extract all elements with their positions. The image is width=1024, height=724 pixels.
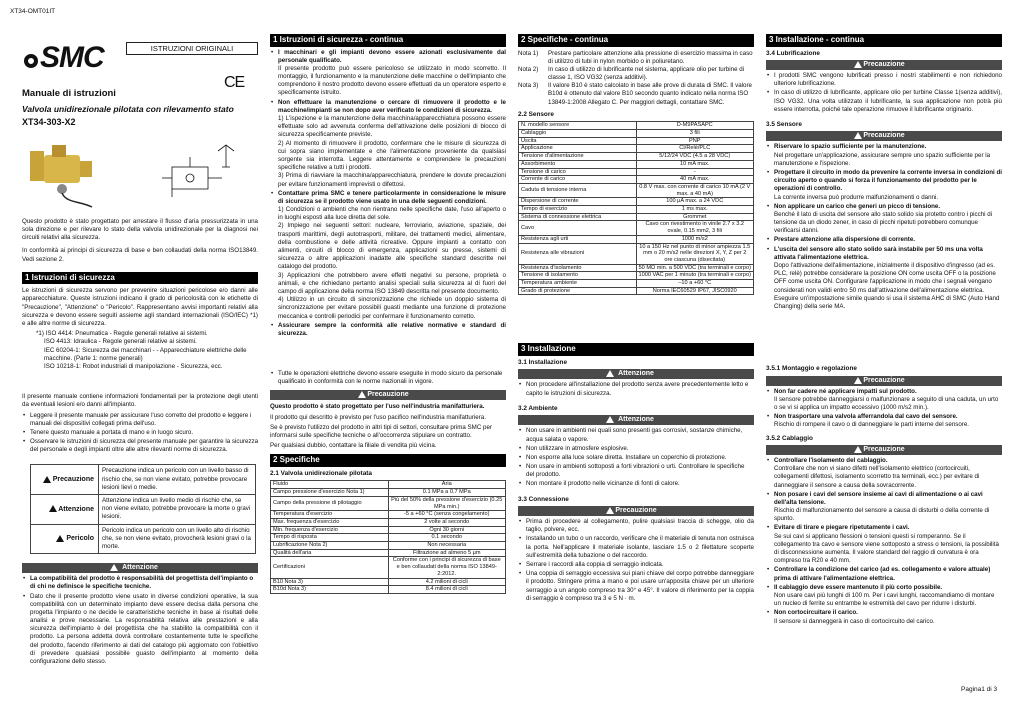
spec-value: 0.1 MPa a 0.7 MPa bbox=[388, 489, 506, 497]
table-row bbox=[519, 198, 754, 206]
table-row bbox=[31, 524, 256, 554]
spec-value: –10 a +60 °C bbox=[636, 280, 754, 288]
table-row bbox=[271, 489, 506, 497]
caution-text: Se è previsto l'utilizzo del prodotto in altri tipi di settori, consultare prima SMC per informarsi sulle specifiche tecniche o all'occorrenza stipulare un contratto. bbox=[270, 423, 492, 440]
sensor-spec-table bbox=[518, 121, 754, 295]
valve-spec-table bbox=[270, 480, 506, 594]
spec-label: Uscita bbox=[519, 137, 637, 145]
spec-label: Max. frequenza d'esercizio bbox=[271, 518, 389, 526]
spec-label: B10d Nota 3) bbox=[271, 586, 389, 594]
attention-banner: Attenzione bbox=[518, 369, 754, 379]
spec-value: 10 mA max. bbox=[636, 160, 754, 168]
section-2-heading: 2 Specifiche bbox=[270, 454, 506, 467]
table-row bbox=[31, 495, 256, 525]
section-2-continued-heading: 2 Specifiche - continua bbox=[518, 34, 754, 47]
warning-icon bbox=[358, 391, 366, 398]
list-item: • Evitare di tirare e piegare ripetutamente i cavi. Se sui cavi si applicano flessioni o tensioni questi si romperanno. Se il collegamento tra cavo e sensore viene sottoposto a stress o tensioni, la possibilità di disconnessione aumenta. Il valore standard del raggio di curvatura è ora compreso tra R20 e 40 mm. bbox=[766, 524, 1002, 565]
spec-label: Resistenza d'isolamento bbox=[519, 264, 637, 272]
list-item: • Non utilizzare in atmosfere esplosive. bbox=[518, 445, 754, 453]
product-illustration bbox=[22, 131, 258, 213]
notes-table bbox=[518, 50, 754, 107]
spec-value: Cavo con rivestimento in vinile 2.7 x 3.2 ovale, 0.15 mm2, 3 fili bbox=[636, 221, 754, 235]
caution-heading: Questo prodotto è stato progettato per l'uso nell'industria manifatturiera. bbox=[270, 403, 485, 411]
list-item: • Prestare attenzione alla dispersione di corrente. bbox=[766, 236, 1002, 244]
warning-icon bbox=[854, 446, 862, 453]
original-instructions-box: ISTRUZIONI ORIGINALI bbox=[126, 42, 258, 55]
lubrication-list bbox=[766, 72, 1002, 114]
warning-icon bbox=[43, 476, 51, 483]
warning-icon bbox=[56, 535, 64, 542]
caution-banner: Precauzione bbox=[518, 506, 754, 516]
product-subtitle: Valvola unidirezionale pilotata con rilevamento stato bbox=[22, 103, 234, 114]
electrical-list bbox=[270, 370, 506, 386]
table-row bbox=[519, 206, 754, 214]
manual-bullets bbox=[22, 412, 258, 455]
list-item: • Tutte le operazioni elettriche devono essere eseguite in modo sicuro da personale qualificato in conformità con le norme nazionali in vigore. bbox=[270, 370, 506, 386]
list-item: • Non procedere all'installazione del prodotto senza avere precedentemente letto e capito le istruzioni di sicurezza. bbox=[518, 381, 754, 397]
spec-value: -5 a +60 °C (senza congelamento) bbox=[388, 511, 506, 519]
table-row bbox=[519, 213, 754, 221]
column-1 bbox=[22, 34, 258, 674]
list-item: • Non applicare un carico che generi un picco di tensione. Benché il lato di uscita del sensore allo stato solido sia protetto contro i picchi di tensione da un diodo zener, in caso di picchi ripetuti potrebbero comunque verificarsi danni. bbox=[766, 203, 1002, 236]
list-item: • Progettare il circuito in modo da prevenire la corrente inversa in condizioni di circuito aperto o quando si forza il funzionamento del prodotto per le operazioni di controllo. La corrente inversa può produrre malfunzionamenti o danni. bbox=[766, 169, 1002, 202]
spec-label: Temperatura ambiente bbox=[519, 280, 637, 288]
caution-banner: Precauzione bbox=[270, 390, 506, 400]
spec-label: Fluido bbox=[271, 481, 389, 489]
doc-code: XT34-OMT01IT bbox=[10, 8, 56, 15]
table-row bbox=[271, 496, 506, 510]
spec-value: 2 volte al secondo bbox=[388, 518, 506, 526]
table-row bbox=[519, 153, 754, 161]
table-row bbox=[519, 145, 754, 153]
table-row bbox=[519, 243, 754, 264]
intro-text-1: Questo prodotto è stato progettato per arrestare il flusso d'aria pressurizzata in una sola direzione e per rilevare lo stato della valvola unidirezionale per la diagnosi nei circuiti relativi alla sicurezza. bbox=[22, 217, 258, 242]
safety-list bbox=[270, 49, 506, 339]
sensor-caution-list bbox=[766, 143, 1002, 311]
table-row bbox=[519, 235, 754, 243]
table-row: Nota 2) In caso di utilizzo di lubrificante nel sistema, applicare olio per turbine di classe 1, ISO VG32 (senza additivi). bbox=[518, 65, 745, 82]
spec-label: Cavo bbox=[519, 221, 637, 235]
list-item: • Assicurare sempre la conformità alle relative normative e standard di sicurezza. bbox=[270, 322, 506, 338]
list-item: • Riservare lo spazio sufficiente per la manutenzione. Nel progettare un'applicazione, assicurare sempre uno spazio sufficiente per la manutenzione e l'ispezione. bbox=[766, 143, 1002, 168]
table-row bbox=[519, 168, 754, 176]
spec-label: Sistema di connessione elettrica bbox=[519, 213, 637, 221]
table-row bbox=[519, 280, 754, 288]
list-item: • Il cablaggio deve essere mantenuto il più corto possibile. Non usare cavi più lunghi di 100 m. Per i cavi lunghi, raccomandiamo di montare un nucleo di ferrite su entrambe le estremità del cavo per ridurre i disturbi. bbox=[766, 584, 1002, 609]
standard-ref: ISO 4413: Idraulica - Regole generali relative ai sistemi. bbox=[44, 338, 197, 346]
section-1-intro: Le istruzioni di sicurezza servono per prevenire situazioni pericolose e/o danni alle apparecchiature. Queste istruzioni indicano il grado di pericolosità con le etichette di "Precauzione", "Attenzione" o "Pericolo". Rappresentano avvisi importanti relativi alla sicurezza e devono essere seguiti assieme agli standard internazionali (ISO/IEC) *1) e alle altre norme di sicurezza. bbox=[22, 287, 258, 328]
spec-label: Applicazione bbox=[519, 145, 637, 153]
spec-label: Tempo di risposta bbox=[271, 534, 389, 542]
section-3-2-heading: 3.2 Ambiente bbox=[518, 404, 558, 412]
spec-value: 8.4 milioni di cicli bbox=[388, 586, 506, 594]
list-item: • Serrare i raccordi alla coppia di serraggio indicata. bbox=[518, 561, 754, 569]
warning-icon bbox=[854, 132, 862, 139]
table-row bbox=[519, 160, 754, 168]
caution-text: Il prodotto qui descritto è previsto per l'uso pacifico nell'industria manifatturiera. bbox=[270, 413, 486, 421]
spec-value: 50 MΩ min. a 500 VDC (tra terminali e corpo) bbox=[636, 264, 754, 272]
spec-label: Lubrificazione Nota 2) bbox=[271, 542, 389, 550]
page-number: Pagina1 di 3 bbox=[961, 686, 998, 693]
list-item: • Tenere questo manuale a portata di mano e in luogo sicuro. bbox=[22, 429, 258, 437]
column-3 bbox=[518, 34, 754, 674]
table-row bbox=[519, 272, 754, 280]
list-item: • Non far cadere né applicare impatti sul prodotto. Il sensore potrebbe danneggiarsi o malfunzionare a seguito di una caduta, un urto o se vi si applica un impatto eccessivo (1000 m/s2 min.). bbox=[766, 388, 1002, 413]
spec-value: Non necessaria bbox=[388, 542, 506, 550]
standard-ref: *1) ISO 4414: Pneumatica - Regole generali relative ai sistemi. bbox=[36, 330, 208, 338]
section-3-1-heading: 3.1 Installazione bbox=[518, 359, 568, 367]
warning-icon bbox=[606, 416, 614, 423]
spec-label: Dispersione di corrente bbox=[519, 198, 637, 206]
spec-label: Tensione di carico bbox=[519, 168, 637, 176]
spec-value: 40 mA max. bbox=[636, 176, 754, 184]
warning-icon bbox=[606, 370, 614, 377]
level-text: Pericolo indica un pericolo con un livello alto di rischio che, se non viene evitato, provocherà lesioni gravi o la morte. bbox=[99, 524, 256, 554]
spec-value: 1000 VAC per 1 minuto (tra terminali e corpo) bbox=[636, 272, 754, 280]
spec-value: 0.8 V max. con corrente di carico 10 mA (2 V max. a 40 mA) bbox=[636, 183, 754, 197]
column-2 bbox=[270, 34, 506, 674]
spec-label: Tensione d'alimentazione bbox=[519, 153, 637, 161]
spec-label: Tempo di esercizio bbox=[519, 206, 637, 214]
spec-value: 0.1 secondo bbox=[388, 534, 506, 542]
list-item: • L'uscita del sensore allo stato solido sarà instabile per 50 ms una volta attivata l'alimentazione elettrica. Dopo l'attivazione dell'alimentazione, inizialmente il dispositivo d'ingresso (ad es. PLC, relè) potrebbe considerare la posizione ON come uscita OFF o la posizione OFF come uscita ON. Configurare l'applicazione in modo che i segnali vengano considerati non validi entro 50 ms dall'attivazione dell'alimentazione elettrica. Eseguire un'impostazione simile quando si usa il sistema AHC di SMC (Auto Hand Changing) della serie MA. bbox=[766, 246, 1002, 312]
section-3-continued-heading: 3 Installazione - continua bbox=[766, 34, 1002, 47]
ce-mark: CE bbox=[224, 74, 245, 91]
list-item: • Installando un tubo o un raccordo, verificare che il materiale di tenuta non ostruisca la porta. Nell'applicare il materiale isolante, lasciare 1.5 o 2 filettature scoperte sull'estremità della tubazione o del raccordo. bbox=[518, 535, 754, 560]
spec-label: Qualità dell'aria bbox=[271, 549, 389, 557]
list-item: • Controllare la condizione del carico (ad es. collegamento e valore attuale) prima di attivare l'alimentazione elettrica. bbox=[766, 566, 1002, 582]
warning-icon bbox=[110, 564, 118, 571]
spec-value: 1 ms max. bbox=[636, 206, 754, 214]
spec-value: Ogni 30 giorni bbox=[388, 526, 506, 534]
spec-label: Caduta di tensione interna bbox=[519, 183, 637, 197]
table-row: Nota 1) Prestare particolare attenzione alla pressione di esercizio massima in caso di utilizzo di tubi in nylon morbido o in poliuretano. bbox=[518, 49, 753, 65]
column-4 bbox=[766, 34, 1002, 674]
spec-value: 100 μA max. a 24 VDC bbox=[636, 198, 754, 206]
attention-banner: Attenzione bbox=[22, 563, 258, 573]
list-item: • Prima di procedere al collegamento, pulire qualsiasi traccia di schegge, olio da taglio, polvere, ecc. bbox=[518, 518, 754, 534]
spec-label: Resistenza agli urti bbox=[519, 235, 637, 243]
standard-ref: IEC 60204-1: Sicurezza dei macchinari - - Apparecchiature elettriche delle macchine. (Parte 1: norme generali) bbox=[44, 346, 247, 362]
spec-value: Grommet bbox=[636, 213, 754, 221]
spec-value: PNP bbox=[636, 137, 754, 145]
section-1-heading: 1 Istruzioni di sicurezza bbox=[22, 272, 258, 285]
wiring-list bbox=[766, 457, 1002, 626]
hazard-level-table bbox=[30, 464, 256, 554]
warning-icon bbox=[606, 507, 614, 514]
spec-label: Campo pressione d'esercizio Nota 1) bbox=[271, 489, 389, 497]
table-row bbox=[519, 264, 754, 272]
attention-list bbox=[22, 575, 258, 666]
table-row bbox=[271, 549, 506, 557]
model-number: XT34-303-X2 bbox=[22, 116, 76, 127]
smc-logo: SMC bbox=[24, 38, 104, 78]
list-item: • La compatibilità del prodotto è responsabilità del progettista dell'impianto o di chi ne definisce le specifiche tecniche. bbox=[22, 575, 258, 591]
manual-info-paragraph: Il presente manuale contiene informazioni fondamentali per la protezione degli utenti da eventuali lesioni e/o danni all'impianto. bbox=[22, 393, 258, 409]
section-3-heading: 3 Installazione bbox=[518, 343, 754, 356]
list-item: • Non usare in ambienti nei quali sono presenti gas corrosivi, sostanze chimiche, acqua salata o vapore. bbox=[518, 427, 754, 443]
connection-list bbox=[518, 518, 754, 603]
table-row bbox=[519, 221, 754, 235]
table-row bbox=[271, 542, 506, 550]
list-item: • Non trasportare una valvola afferrandola dal cavo del sensore. Rischio di rompere il cavo o di danneggiare le parti interne del sensore. bbox=[766, 413, 1002, 429]
spec-value: 4.2 milioni di cicli bbox=[388, 578, 506, 586]
spec-value: Norma IEC60529 IP67, JISC0920 bbox=[636, 287, 754, 295]
section-3-5-1-heading: 3.5.1 Montaggio e regolazione bbox=[766, 365, 857, 373]
spec-label: Temperatura d'esercizio bbox=[271, 511, 389, 519]
intro-text-2: In conformità ai principi di sicurezza di base e ben collaudati della norma ISO13849. Vedi sezione 2. bbox=[22, 247, 258, 263]
spec-label: Certificazioni bbox=[271, 557, 389, 578]
level-label: Pericolo bbox=[66, 535, 94, 543]
table-row bbox=[271, 518, 506, 526]
level-text: Precauzione indica un pericolo con un livello basso di rischio che, se non viene evitato, potrebbe provocare lesioni lievi o medie. bbox=[99, 465, 256, 495]
table-row bbox=[519, 183, 754, 197]
table-row bbox=[271, 557, 506, 578]
spec-value: D-M9PASAPC bbox=[636, 122, 754, 130]
standard-ref: ISO 10218-1: Robot industriali di manipolazione - Sicurezza, ecc. bbox=[44, 362, 223, 370]
standards-list bbox=[22, 330, 258, 371]
caution-banner: Precauzione bbox=[766, 131, 1002, 141]
spec-label: Cablaggio bbox=[519, 130, 637, 138]
caution-banner: Precauzione bbox=[766, 60, 1002, 70]
list-item: • Controllare l'isolamento del cablaggio. Controllare che non vi siano difetti nell'isolamento elettrico (cortocircuiti, collegamenti difettosi, isolamento scorretto tra terminali, ecc.) per evitare di danneggiare il sensore a causa della sovracorrente. bbox=[766, 457, 1002, 490]
spec-label: B10 Nota 3) bbox=[271, 578, 389, 586]
list-item: • Non posare i cavi del sensore insieme ai cavi di alimentazione o ai cavi dell'alta tensione. Rischio di malfunzionamento del sensore a causa di disturbi o della corrente di spunto. bbox=[766, 491, 1002, 524]
section-3-5-heading: 3.5 Sensore bbox=[766, 120, 802, 128]
section-3-4-heading: 3.4 Lubrificazione bbox=[766, 49, 820, 57]
section-2-2-heading: 2.2 Sensore bbox=[518, 110, 554, 118]
table-row bbox=[519, 287, 754, 295]
spec-value: Aria bbox=[388, 481, 506, 489]
list-item: • Non usare in ambienti sottoposti a forti vibrazioni o urti. Controllare le specifiche del prodotto. bbox=[518, 463, 754, 479]
spec-value: Più del 50% della pressione d'esercizio (0.25 MPa min.) bbox=[388, 496, 506, 510]
list-item: • Non montare il prodotto nelle vicinanze di fonti di calore. bbox=[518, 480, 754, 488]
spec-value: 5/12/24 VDC (4.5 a 28 VDC) bbox=[636, 153, 754, 161]
spec-value: 3 fili bbox=[636, 130, 754, 138]
manual-title: Manuale di istruzioni bbox=[22, 88, 116, 99]
level-label: Precauzione bbox=[52, 476, 94, 484]
spec-value: CI/Relè/PLC bbox=[636, 145, 754, 153]
list-item: • Non esporre alla luce solare diretta. Installare un coperchio di protezione. bbox=[518, 454, 754, 462]
spec-value: Conforme con i principi di sicurezza di base e ben collaudati della norma ISO 13849-2:2012. bbox=[388, 557, 506, 578]
attention-banner: Attenzione bbox=[518, 415, 754, 425]
table-row bbox=[519, 130, 754, 138]
caution-banner: Precauzione bbox=[766, 376, 1002, 386]
environment-list bbox=[518, 427, 754, 488]
spec-label: Resistenza alle vibrazioni bbox=[519, 243, 637, 264]
table-row bbox=[31, 465, 256, 495]
spec-label: Assorbimento bbox=[519, 160, 637, 168]
section-1-continued-heading: 1 Istruzioni di sicurezza - continua bbox=[270, 34, 506, 47]
table-row bbox=[271, 511, 506, 519]
table-row bbox=[271, 586, 506, 594]
spec-value: Filtrazione ad almeno 5 μm bbox=[388, 549, 506, 557]
warning-icon bbox=[49, 505, 57, 512]
spec-value: 1000 m/s2 bbox=[636, 235, 754, 243]
spec-value: 10 a 150 Hz nel punto di minor ampiezza 1.5 mm o 20 m/s2 nelle direzioni X, Y, Z per 2 ore ciascuna (disecitata) bbox=[636, 243, 754, 264]
list-item: • I macchinari e gli impianti devono essere azionati esclusivamente dal personale qualificato. Il presente prodotto può essere pericoloso se utilizzato in modo scorretto. Il montaggio, il funzionamento e la manutenzione delle macchine o dell'impianto che comprendono il nostro prodotto devono essere effettuati da un operatore esperto e specificamente istruito. bbox=[270, 49, 506, 98]
spec-label: Tensione di isolamento bbox=[519, 272, 637, 280]
list-item: • Contattare prima SMC e tenere particolarmente in considerazione le misure di sicurezza se il prodotto viene usato in una delle seguenti condizioni. 1) Condizioni o ambienti che non rientrano nelle specifiche date, l'uso all'aperto o in luoghi esposti alla luce diretta del sole. 2) Impiego nei seguenti settori: nucleare, ferroviario, aviazione, spaziale, dei trasporti marittimi, degli autotrasporti, militare, dei trattamenti medici, alimentare, della combustione e delle attività ricreative. Oppure impianti a contatto con alimenti, circuiti di blocco di emergenza, applicazioni su presse, sistemi di sicurezza o altre applicazioni inadatte alle specifiche standard descritte nel catalogo del prodotto. 3) Applicazioni che potrebbero avere effetti negativi su persone, proprietà o animali, e che richiedano pertanto analisi speciali sulla sicurezza al di fuori del campo di applicazione della norma ISO 13849 descritta nel presente documento. 4) Utilizzo in un circuito di sincronizzazione che richiede un doppio sistema di sincronizzazione per evitare possibili guasti mediante una funzione di protezione meccanica e controlli periodici per confermare il funzionamento corretto. bbox=[270, 190, 506, 321]
spec-label: Min. frequenza d'esercizio bbox=[271, 526, 389, 534]
list-item: • Leggere il presente manuale per assicurare l'uso corretto del prodotto e leggere i manuali dei dispositivi collegati prima dell'uso. bbox=[22, 412, 258, 428]
table-row bbox=[519, 176, 754, 184]
caution-text: Per qualsiasi dubbio, contattare la filiale di vendita più vicina. bbox=[270, 442, 437, 450]
section-3-5-2-heading: 3.5.2 Cablaggio bbox=[766, 434, 813, 442]
table-row bbox=[271, 534, 506, 542]
warning-icon bbox=[854, 61, 862, 68]
table-row bbox=[271, 481, 506, 489]
install-list bbox=[518, 381, 754, 397]
spec-value: - bbox=[636, 168, 754, 176]
caution-banner: Precauzione bbox=[766, 445, 1002, 455]
section-2-1-heading: 2.1 Valvola unidirezionale pilotata bbox=[270, 469, 372, 477]
list-item: • I prodotti SMC vengono lubrificati presso i nostri stabilimenti e non richiedono ulteriore lubrificazione. bbox=[766, 72, 1002, 88]
spec-label: Grado di protezione bbox=[519, 287, 637, 295]
table-row bbox=[519, 122, 754, 130]
list-item: • Non effettuare la manutenzione o cercare di rimuovere il prodotto e le macchine/impianti se non dopo aver verificato le condizioni di sicurezza. 1) L'ispezione e la manutenzione della macchina/apparecchiatura possono essere effettuate solo ad avvenuta conferma dell'attivazione delle posizioni di blocco di sicurezza specificamente previste. 2) Al momento di rimuovere il prodotto, confermare che le misure di sicurezza di cui sopra siano implementate e che l'alimentazione proveniente da qualsiasi sorgente sia interrotta. Leggere attentamente e comprendere le precauzioni specifiche relative a tutti i prodotti. 3) Prima di riavviare la macchina/apparecchiatura, prendere le dovute precauzioni per evitare funzionamenti imprevisti o difettosi. bbox=[270, 99, 506, 189]
level-text: Attenzione indica un livello medio di rischio che, se non viene evitato, potrebbe provocare la morte o gravi lesioni. bbox=[99, 495, 256, 525]
spec-label: N. modello sensore bbox=[519, 122, 637, 130]
list-item: • Dato che il presente prodotto viene usato in diverse condizioni operative, la sua compatibilità con un determinato impianto deve essere decisa dalla persona che progetta l'impianto o ne decide le caratteristiche tecniche in base ai risultati delle analisi e prove necessarie. La responsabilità relativa alle prestazioni e alla sicurezza dell'impianto è del progettista che ha stabilito la compatibilità con il prodotto. La persona addetta dovrà controllare costantemente tutte le specifiche del prodotto, facendo riferimento ai dati del catalogo più aggiornato con l'obiettivo di prevedere qualsiasi possibile guasto dell'impianto al momento della configurazione dello stesso. bbox=[22, 593, 258, 667]
list-item: • Non cortocircuitare il carico. Il sensore si danneggerà in caso di cortocircuito del carico. bbox=[766, 609, 1002, 625]
warning-icon bbox=[854, 377, 862, 384]
list-item: • Osservare le istruzioni di sicurezza del presente manuale per garantire la sicurezza del personale e degli impianti oltre alle altre rilevanti norme di sicurezza. bbox=[22, 438, 258, 454]
table-row: Nota 3) Il valore B10 è stato calcolato in base alle prove di durata di SMC. Il valore B10d è ottenuto dal valore B10 secondo quanto indicato nella norma ISO 13849-1:2008 Allegato C. Per maggiori dettagli, contattare SMC. bbox=[518, 82, 752, 106]
level-label: Attenzione bbox=[58, 505, 94, 513]
mounting-list bbox=[766, 388, 1002, 430]
list-item: • In caso di utilizzo di lubrificante, applicare olio per turbine Classe 1(senza additivi), ISO VG32. Una volta utilizzato il lubrificante, la sua applicazione non potrà più essere interrotta, poiché tale operazione rimuove il lubrificante originario. bbox=[766, 89, 1002, 114]
spec-label: Campo della pressione di pilotaggio bbox=[271, 496, 389, 510]
table-row bbox=[271, 526, 506, 534]
section-3-3-heading: 3.3 Connessione bbox=[518, 495, 569, 503]
table-row bbox=[271, 578, 506, 586]
list-item: • Una coppia di serraggio eccessiva sui piani chiave del corpo potrebbe danneggiare il prodotto. Stringere prima a mano e poi usare un'apposita chiave per un ulteriore serraggio a un angolo compreso tra 30° e 45°. Il valore di riferimento per la coppia di serraggio è compreso tra 3 e 5 N · m. bbox=[518, 570, 754, 603]
spec-label: Corrente di carico bbox=[519, 176, 637, 184]
table-row bbox=[519, 137, 754, 145]
